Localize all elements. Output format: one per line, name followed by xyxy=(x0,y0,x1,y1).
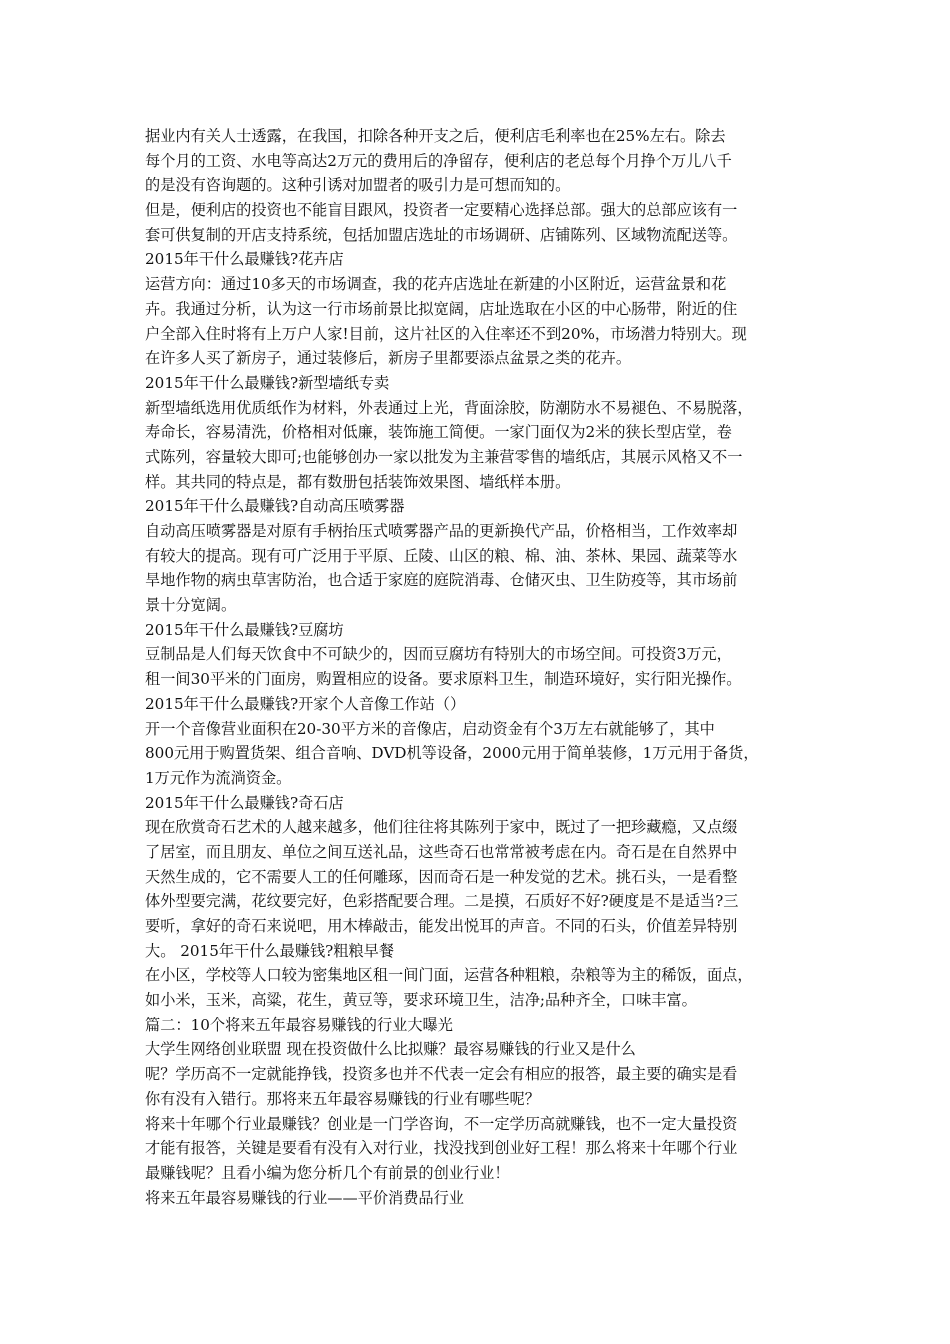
text-line: 要听，拿好的奇石来说吧，用木棒敲击，能发出悦耳的声音。不同的石头，价值差异特别 xyxy=(145,917,738,935)
text-line: 户全部入住时将有上万户人家!目前，这片社区的入住率还不到20%，市场潜力特别大。现 xyxy=(145,324,747,343)
document-body xyxy=(145,124,815,1210)
text-line: 的是没有咨询题的。这种引诱对加盟者的吸引力是可想而知的。 xyxy=(145,176,571,195)
text-line: 2015年干什么最赚钱?豆腐坊 xyxy=(145,620,344,639)
text-line: 套可供复制的开店支持系统，包括加盟店选址的市场调研、店铺陈列、区域物流配送等。 xyxy=(145,225,738,244)
text-line: 每个月的工资、水电等高达2万元的费用后的净留存，便利店的老总每个月挣个万儿八千 xyxy=(145,151,732,170)
text-line: 最赚钱呢？且看小编为您分析几个有前景的创业行业！ xyxy=(145,1163,510,1182)
text-line: 据业内有关人士透露，在我国，扣除各种开支之后，便利店毛利率也在25%左右。除去 xyxy=(145,127,726,145)
text-line: 才能有报答，关键是要看有没有入对行业，找没找到创业好工程！那么将来十年哪个行业 xyxy=(145,1139,738,1158)
text-line: 2015年干什么最赚钱?开家个人音像工作站（） xyxy=(145,694,466,713)
text-line: 你有没有入错行。那将来五年最容易赚钱的行业有哪些呢？ xyxy=(145,1089,540,1108)
text-line: 如小米，玉米，高粱，花生，黄豆等，要求环境卫生，洁净;品种齐全，口味丰富。 xyxy=(145,991,697,1010)
text-line: 开一个音像营业面积在20-30平方米的音像店，启动资金有个3万左右就能够了，其中 xyxy=(145,719,715,738)
text-line: 寿命长，容易清洗，价格相对低廉，装饰施工简便。一家门面仅为2米的狭长型店堂，卷 xyxy=(145,423,732,442)
text-line: 将来十年哪个行业最赚钱？创业是一门学咨询，不一定学历高就赚钱，也不一定大量投资 xyxy=(145,1114,738,1133)
text-line: 2015年干什么最赚钱?自动高压喷雾器 xyxy=(145,497,405,516)
text-line: 呢？学历高不一定就能挣钱，投资多也并不代表一定会有相应的报答，最主要的确实是看 xyxy=(145,1065,738,1084)
text-line: 卉。我通过分析，认为这一行市场前景比拟宽阔，店址选取在小区的中心肠带，附近的住 xyxy=(145,299,738,318)
text-line: 但是，便利店的投资也不能盲目跟风，投资者一定要精心选择总部。强大的总部应该有一 xyxy=(145,201,738,220)
text-line: 1万元作为流淌资金。 xyxy=(145,768,292,787)
text-line: 天然生成的，它不需要人工的任何雕琢，因而奇石是一种发觉的艺术。挑石头，一是看整 xyxy=(145,867,738,886)
text-line: 2015年干什么最赚钱?奇石店 xyxy=(145,793,344,812)
text-line: 2015年干什么最赚钱?花卉店 xyxy=(145,250,344,269)
text-line: 景十分宽阔。 xyxy=(145,596,237,615)
text-line: 2015年干什么最赚钱?新型墙纸专卖 xyxy=(145,373,390,392)
text-line: 在许多人买了新房子，通过装修后，新房子里都要添点盆景之类的花卉。 xyxy=(145,349,631,368)
text-line: 将来五年最容易赚钱的行业——平价消费品行业 xyxy=(145,1188,464,1207)
text-line: 样。其共同的特点是，都有数册包括装饰效果图、墙纸样本册。 xyxy=(145,472,571,491)
text-line: 800元用于购置货架、组合音响、DVD机等设备，2000元用于简单装修，1万元用于备货， xyxy=(145,744,759,763)
text-line: 式陈列，容量较大即可;也能够创办一家以批发为主兼营零售的墙纸店，其展示风格又不一 xyxy=(145,447,743,466)
text-line: 大。 2015年干什么最赚钱?粗粮早餐 xyxy=(145,941,395,960)
text-line: 有较大的提高。现有可广泛用于平原、丘陵、山区的粮、棉、油、茶林、果园、蔬菜等水 xyxy=(145,546,738,565)
text-line: 体外型要完满，花纹要完好，色彩搭配要合理。二是摸，石质好不好?硬度是不是适当?三 xyxy=(145,892,739,911)
text-line: 现在欣赏奇石艺术的人越来越多，他们往往将其陈列于家中，既过了一把珍藏瘾，又点缀 xyxy=(145,818,738,837)
text-line: 豆制品是人们每天饮食中不可缺少的，因而豆腐坊有特别大的市场空间。可投资3万元， xyxy=(145,645,732,664)
text-line: 了居室，而且朋友、单位之间互送礼品，这些奇石也常常被考虑在内。奇石是在自然界中 xyxy=(145,842,738,861)
text-line: 在小区，学校等人口较为密集地区租一间门面，运营各种粗粮，杂粮等为主的稀饭，面点， xyxy=(145,966,753,985)
text-line: 大学生网络创业联盟 现在投资做什么比拟赚？最容易赚钱的行业又是什么 xyxy=(145,1040,636,1059)
text-line: 篇二：10个将来五年最容易赚钱的行业大曝光 xyxy=(145,1015,453,1034)
text-line: 运营方向：通过10多天的市场调查，我的花卉店选址在新建的小区附近，运营盆景和花 xyxy=(145,275,727,294)
text-line: 自动高压喷雾器是对原有手柄抬压式喷雾器产品的更新换代产品，价格相当，工作效率却 xyxy=(145,522,738,540)
text-line: 旱地作物的病虫草害防治，也合适于家庭的庭院消毒、仓储灭虫、卫生防疫等，其市场前 xyxy=(145,571,738,590)
text-line: 租一间30平米的门面房，购置相应的设备。要求原料卫生，制造环境好，实行阳光操作。 xyxy=(145,670,742,689)
text-line: 新型墙纸选用优质纸作为材料，外表通过上光，背面涂胶，防潮防水不易褪色、不易脱落， xyxy=(145,398,753,417)
